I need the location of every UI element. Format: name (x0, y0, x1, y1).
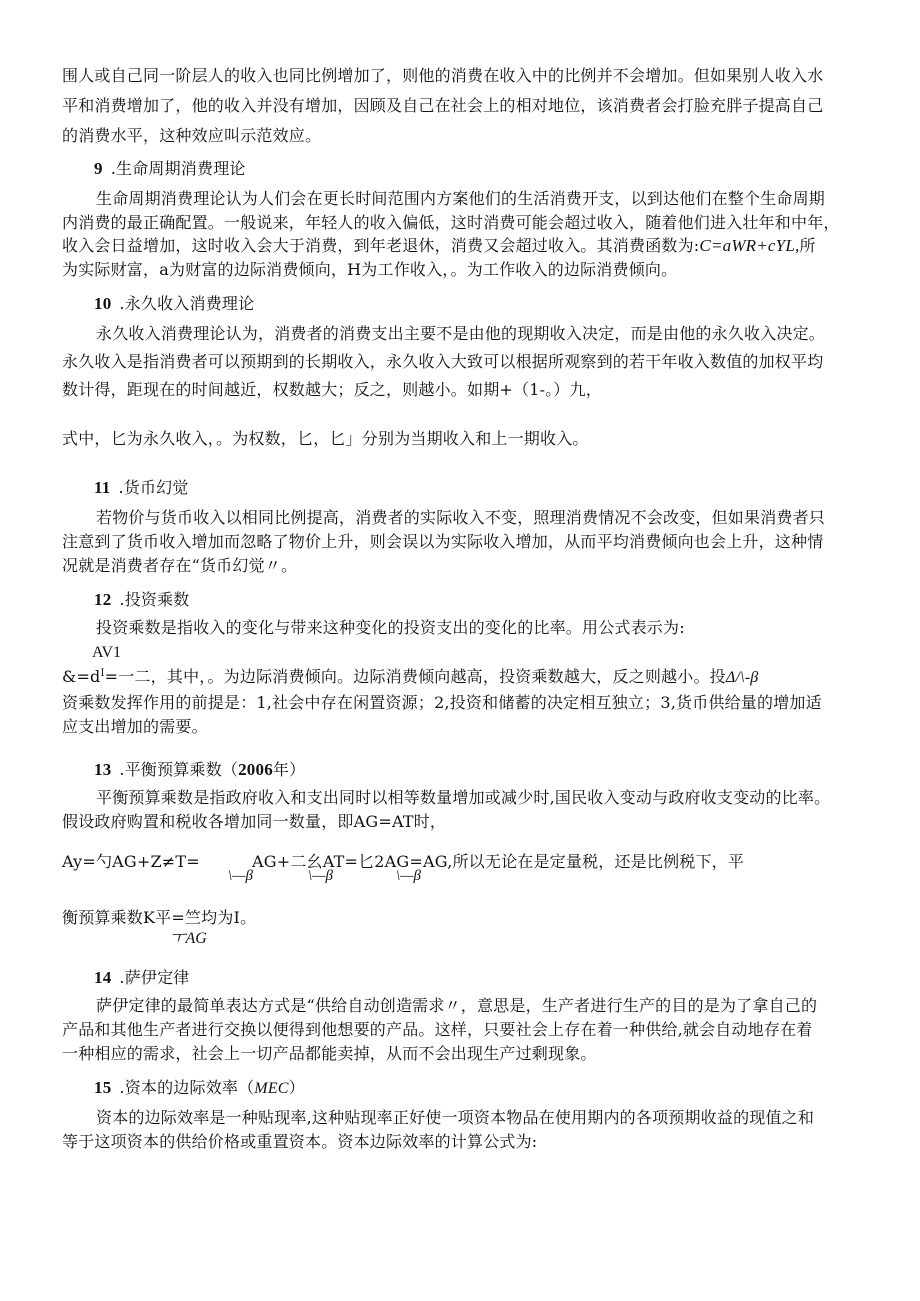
paragraph-line: AG+二幺AT=匕2AG=AG,所以无论在是定量税，还是比例税下，平 (252, 852, 745, 871)
section-heading-15 (94, 1076, 305, 1101)
consumption-function-formula: C=aWR+cYL, (699, 236, 800, 255)
multiplier-fraction-numerator: AV1 (92, 644, 122, 661)
section-heading-9 (94, 157, 246, 181)
section-title: .永久收入消费理论 (119, 294, 255, 313)
section-title-end: 年） (272, 760, 306, 779)
paragraph-line: 一种相应的需求，社会上一切产品都能卖掉，从而不会出现生产过剩现象。 (62, 1044, 597, 1063)
section-heading-10 (94, 292, 254, 316)
paragraph-line: 萨伊定律的最简单表达方式是“供给自动创造需求〃，意思是，生产者进行生产的目的是为了拿自己的 (96, 996, 818, 1015)
paragraph-line: 永久收入消费理论认为，消费者的消费支出主要不是由他的现期收入决定，而是由他的永久收入决定。 (96, 324, 826, 343)
section-heading-14 (94, 966, 190, 990)
text-segment: &=d (62, 667, 101, 686)
paragraph-line: 产品和其他生产者进行交换以便得到他想要的产品。这样，只要社会上存在着一种供给,就会自动地存在着 (62, 1020, 813, 1039)
section-heading-11 (94, 476, 189, 500)
paragraph-line: 内消费的最正确配置。一般说来，年轻人的收入偏低，这时消费可能会超过收入，随着他们进入壮年和中年， (62, 213, 840, 232)
paragraph-line: 永久收入是指消费者可以预期到的长期收入，永久收入大致可以根据所观察到的若干年收入数值的加权平均 (62, 352, 824, 371)
section-number: 12 (94, 590, 112, 609)
paragraph-line: 围人或自己同一阶层人的收入也同比例增加了，则他的消费在收入中的比例并不会增加。但如果别人收入水 (62, 66, 824, 85)
paragraph-line: 生命周期消费理论认为人们会在更长时间范围内方案他们的生活消费开支，以到达他们在整个生命周期 (96, 189, 826, 208)
section-number: 10 (94, 294, 112, 313)
paragraph-line: 假设政府购置和税收各增加同一数量，即AG=AT时， (62, 812, 447, 831)
formula-denominator: \—β (308, 868, 333, 884)
section-title: .货币幻觉 (118, 478, 189, 497)
paragraph-line: 平和消费增加了，他的收入并没有增加，因顾及自己在社会上的相对地位，该消费者会打脸充胖子提高自己 (62, 96, 824, 115)
section-title: .生命周期消费理论 (110, 159, 246, 178)
section-number: 9 (94, 159, 103, 178)
section-number: 15 (94, 1078, 112, 1097)
paragraph-line: 衡预算乘数K平=竺均为I。 (62, 908, 257, 927)
section-title-abbr: MEC (254, 1080, 289, 1097)
section-title: .投资乘数 (119, 590, 190, 609)
paragraph-line: 况就是消费者存在“货币幻觉〃。 (62, 556, 298, 575)
paragraph-line: 的消费水平，这种效应叫示范效应。 (62, 126, 322, 145)
paragraph-line: 注意到了货币收入增加而忽略了物价上升，则会误以为实际收入增加，从而平均消费倾向也会上升，这种情 (62, 532, 824, 551)
formula-denominator: \—β (228, 868, 253, 884)
paragraph-line (62, 662, 758, 690)
superscript-mark: I (100, 668, 105, 679)
text-segment: 收入会日益增加，这时收入会大于消费，到年老退休，消费又会超过收入。其消费函数为: (62, 236, 700, 255)
section-heading-12 (94, 588, 190, 612)
section-title: .资本的边际效率（ (119, 1078, 255, 1097)
section-title: .平衡预算乘数（ (119, 760, 239, 779)
paragraph-line: 若物价与货币收入以相同比例提高，消费者的实际收入不变，照理消费情况不会改变，但如果消费者只 (96, 508, 826, 527)
section-title-end: ） (288, 1078, 305, 1097)
paragraph-line: Ay=勺AG+Z≠T= (62, 852, 200, 871)
formula-fragment: Δ/\-β (725, 669, 759, 686)
paragraph-line: 平衡预算乘数是指政府收入和支出同时以相等数量增加或减少时,国民收入变动与政府收支变动的比率。 (96, 788, 831, 807)
text-segment: 所 (799, 236, 816, 255)
formula-denominator: ㅜAG (170, 930, 207, 947)
formula-denominator: \—β (396, 868, 421, 884)
paragraph-line: 数计得，距现在的时间越近，权数越大；反之，则越小。如期+（1-。）九， (62, 380, 602, 399)
section-heading-13 (94, 758, 305, 782)
paragraph-line: 式中，匕为永久收入，。为权数，匕，匕」分别为当期收入和上一期收入。 (62, 429, 589, 448)
paragraph-line: 应支出增加的需要。 (62, 717, 208, 736)
section-number: 14 (94, 968, 112, 987)
section-title-year: 2006 (238, 760, 273, 779)
paragraph-line: 资乘数发挥作用的前提是：1,社会中存在闲置资源；2,投资和储蓄的决定相互独立；3,货币供给量的增加适 (62, 693, 822, 712)
paragraph-line: 为实际财富，a为财富的边际消费倾向，H为工作收入，。为工作收入的边际消费倾向。 (62, 260, 678, 279)
section-number: 13 (94, 760, 112, 779)
section-title: .萨伊定律 (119, 968, 190, 987)
paragraph-line: 资本的边际效率是一种贴现率,这种贴现率正好使一项资本物品在使用期内的各项预期收益的现值之和 (96, 1108, 815, 1127)
paragraph-line: 投资乘数是指收入的变化与带来这种变化的投资支出的变化的比率。用公式表示为: (96, 618, 685, 637)
section-number: 11 (94, 478, 111, 497)
text-segment: =一二，其中，。为边际消费倾向。边际消费倾向越高，投资乘数越大，反之则越小。投 (104, 667, 726, 686)
paragraph-line (62, 234, 816, 258)
paragraph-line: 等于这项资本的供给价格或重置资本。资本边际效率的计算公式为: (62, 1132, 538, 1151)
